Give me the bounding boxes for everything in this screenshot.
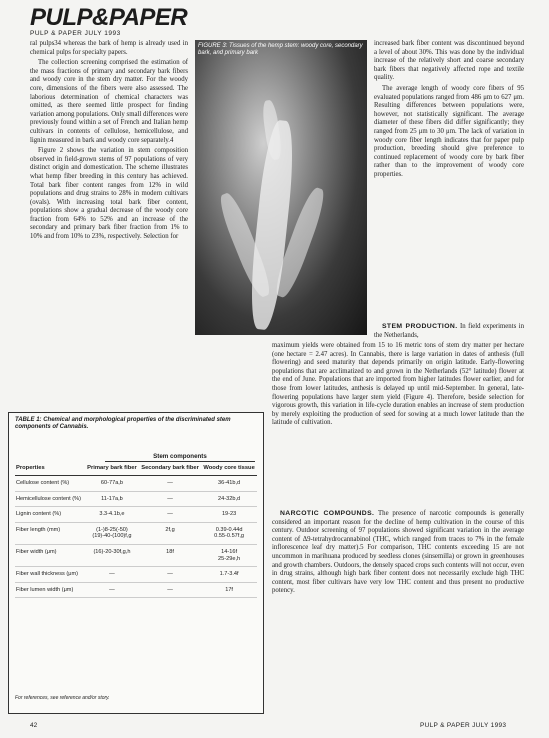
- column-header: Primary bark fiber: [85, 465, 139, 476]
- footer-issue: PULP & PAPER JULY 1993: [420, 722, 507, 729]
- page-number: 42: [30, 722, 38, 729]
- table-cell: (1-)8-25(-50) (19)-40-(100)f,g: [85, 522, 139, 544]
- hemp-stem-photo: [195, 40, 367, 335]
- col1-paragraph-3: Figure 2 shows the variation in stem composition observed in field-grown stems of 97 populations of very distinct origin and domestication. The scheme illustrates what hemp fiber breeding in this century has achieved. Total bark fiber content ranges from 12% in wild populations and drug strains to 28% in modern cultivars (ovals). With increasing total bark fiber content, populations show a gradual decrease of the woody core fraction from 64% to 52% and an increase of the secondary and primary bark fiber fraction from 1% to 10% and from 10% to 23%, respectively. Selection for: [30, 147, 188, 241]
- table-row: [15, 567, 257, 583]
- table-cell: 36-41b,d: [201, 476, 257, 492]
- table-cell: Fiber width (μm): [15, 544, 85, 566]
- table-cell: 14-16f 25-29e,h: [201, 544, 257, 566]
- table-cell: 19-23: [201, 507, 257, 523]
- table-cell: Fiber wall thickness (μm): [15, 567, 85, 583]
- table-row: [15, 507, 257, 523]
- table-cell: —: [139, 507, 201, 523]
- table-cell: 3.3-4.1b,e: [85, 507, 139, 523]
- narcotic-heading: NARCOTIC COMPOUNDS.: [280, 510, 375, 517]
- table-row: [15, 491, 257, 507]
- table-cell: 60-77a,b: [85, 476, 139, 492]
- column-header: Properties: [15, 465, 85, 476]
- stem-components-table: [15, 465, 257, 598]
- col3-paragraph-2: The average length of woody core fibers of 95 evaluated populations ranged from 486 μm to 627 μm. Resulting differences between populations were, however, not statistically significant. The average diameter of these fibers did differ significantly; they ranged from 25 μm to 30 μm. The lack of variation in woody core fiber length indicates that for paper pulp production, breeding should give preference to continued replacement of woody core by bark fiber rather than to the improvement of woody core properties.: [374, 84, 524, 178]
- table-cell: —: [85, 582, 139, 598]
- col3-paragraph-1: increased bark fiber content was discontinued beyond a level of about 30%. This was done by the individual increase of the relatively short and coarse secondary bark fibers that negatively affected rope and textile quality.: [374, 40, 524, 82]
- table-1: [8, 412, 264, 714]
- masthead-title: PULP&PAPER: [30, 4, 188, 31]
- table-row: [15, 544, 257, 566]
- column-header: Woody core tissue: [201, 465, 257, 476]
- table-footnote: For references, see reference and/or story.: [15, 695, 110, 701]
- table-cell: Hemicellulose content (%): [15, 491, 85, 507]
- table-row: [15, 522, 257, 544]
- table-caption: TABLE 1: Chemical and morphological properties of the discriminated stem components of Cannabis.: [15, 417, 231, 430]
- table-cell: —: [139, 491, 201, 507]
- table-group-header: Stem components: [105, 453, 255, 462]
- table-cell: —: [139, 582, 201, 598]
- table-row: [15, 582, 257, 598]
- table-cell: Cellulose content (%): [15, 476, 85, 492]
- table-cell: 1.7-3.4f: [201, 567, 257, 583]
- col1-paragraph-2: The collection screening comprised the estimation of the mass fractions of primary and secondary bark fibers and woody core in the stem dry matter. For the woody core, dimensions of the fibers were also assessed. The laborious determination of chemical characters was omitted, as there seemed little prospect for finding variation among populations. Only small differences were previously found within a set of French and Italian hemp cultivars in contents of cellulose, hemicellulose, and lignin measured in bark and woody core separately.4: [30, 59, 188, 144]
- narcotic-section: [272, 510, 524, 598]
- column-1: [30, 40, 188, 244]
- stem-production-lead: [374, 323, 524, 342]
- table-cell: 2f,g: [139, 522, 201, 544]
- photo-caption: FIGURE 3: Tissues of the hemp stem: woody core, secondary bark, and primary bark: [198, 43, 363, 56]
- table-cell: Fiber length (mm): [15, 522, 85, 544]
- table-cell: —: [139, 476, 201, 492]
- table-cell: (16)-20-30f,g,h: [85, 544, 139, 566]
- table-cell: —: [85, 567, 139, 583]
- stem-production-text: maximum yields were obtained from 15 to 16 metric tons of stem dry matter per hectare (one hectare = 2.47 acres). In Cannabis, there is large variation in dates of anthesis (full flowering) and seed maturity that depends primarily on origin latitude. Early-flowering populations that are acclimatized to and grown in the Netherlands (52° latitude) flower at the end of June. Populations that are imported from higher latitudes flower earlier, and for those from lower latitudes, anthesis is delayed up until mid-September. In general, late-flowering populations have larger stem yield (Figure 4). Therefore, beside selection for vigorous growth, this variation in life-cycle duration enables an increase of stem production by merely exploiting the production of seed for sowing at a much lower latitude than the latitude of cultivation.: [272, 342, 524, 427]
- table-cell: Fiber lumen width (μm): [15, 582, 85, 598]
- table-cell: Lignin content (%): [15, 507, 85, 523]
- table-row: [15, 476, 257, 492]
- issue-line: PULP & PAPER JULY 1993: [30, 30, 121, 37]
- table-cell: 0.39-0.44d 0.55-0.57f,g: [201, 522, 257, 544]
- stem-production-lead-text: In field experiments in the Netherlands,: [374, 323, 524, 339]
- col1-paragraph-1: ral pulps34 whereas the bark of hemp is already used in chemical pulps for specialty papers.: [30, 40, 188, 56]
- column-3: [374, 40, 524, 182]
- table-cell: 18f: [139, 544, 201, 566]
- table-cell: 17f: [201, 582, 257, 598]
- column-header: Secondary bark fiber: [139, 465, 201, 476]
- narcotic-text: The presence of narcotic compounds is generally considered an important reason for the decline of hemp cultivation in the course of this century. Outdoor screening of 97 populations showed significant variation in the average content of Δ9-tetrahydrocannabinol (THC, which ranged from traces to 7% in the female inflorescence leaf dry matter).5 For comparison, THC contents exceeding 15 are not uncommon in marihuana produced by seedless clones (sinsemilla) or grown in greenhouses and growth chambers. Outdoors, the densely spaced crops such contents will not occur, even in drug strains, although high bark fiber content does not necessarily exclude high THC content, most fiber cultivars have very low THC content and thus present no productive potency.: [272, 510, 524, 595]
- stem-production-heading: STEM PRODUCTION.: [382, 323, 458, 330]
- stem-production-body: [272, 342, 524, 430]
- table-cell: —: [139, 567, 201, 583]
- table-cell: 24-32b,d: [201, 491, 257, 507]
- table-cell: 11-17a,b: [85, 491, 139, 507]
